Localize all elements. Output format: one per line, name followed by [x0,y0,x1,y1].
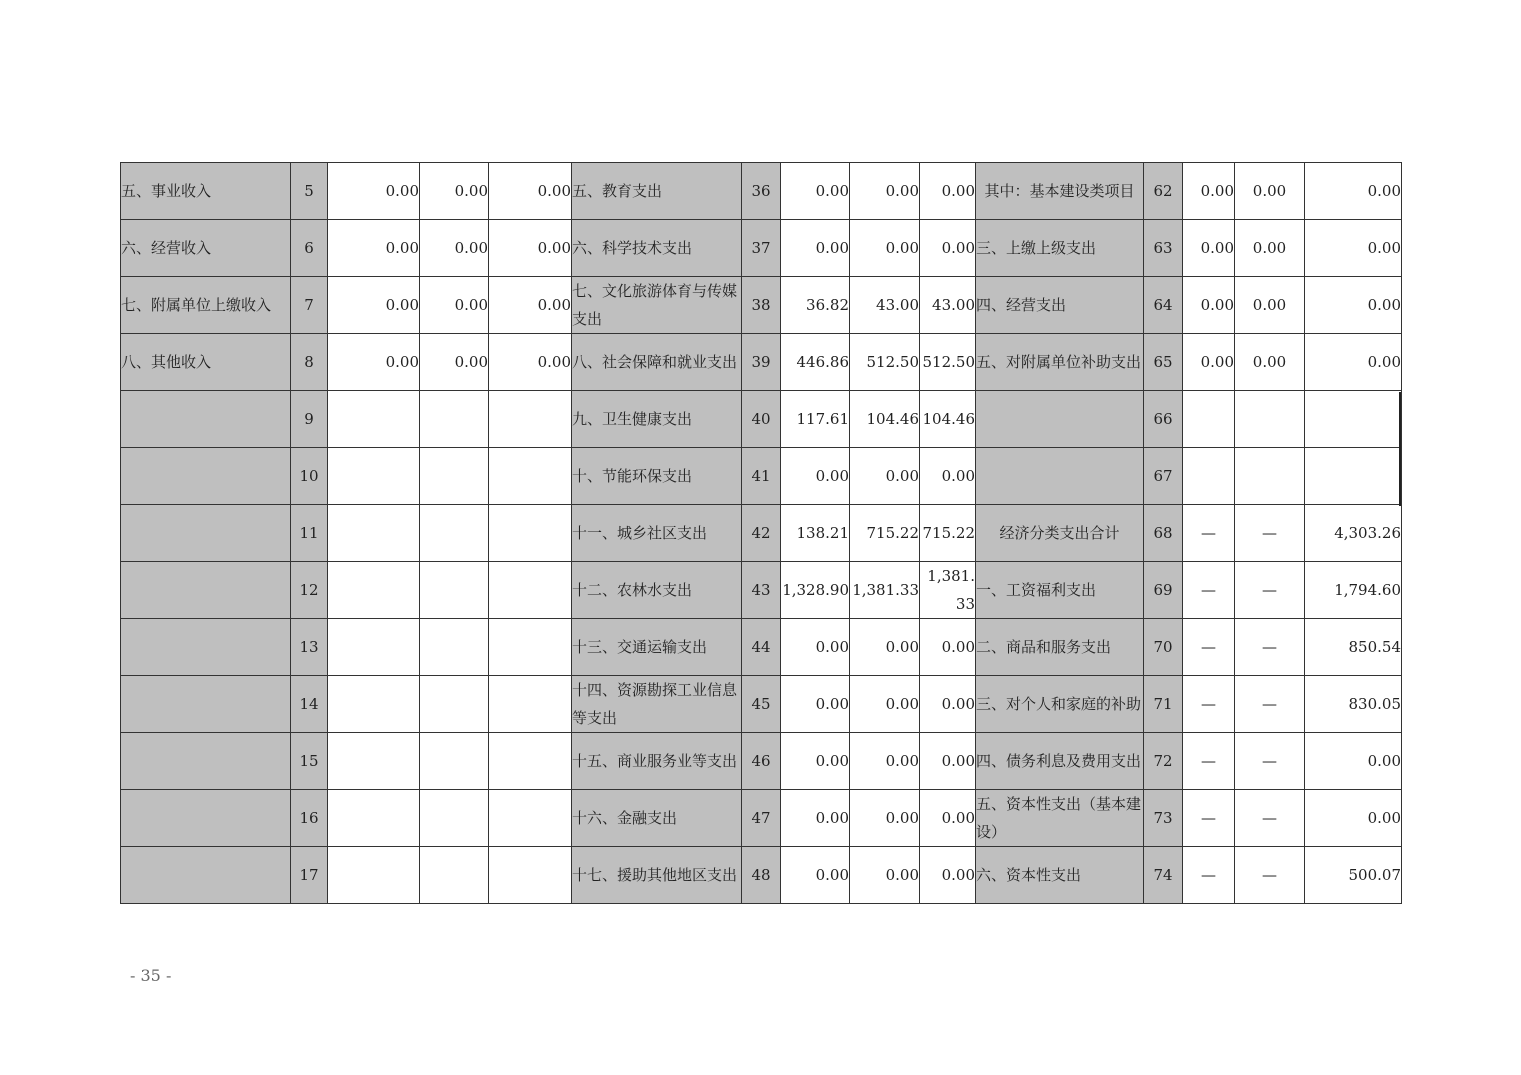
econ-value [1235,391,1305,448]
func-item-label: 七、文化旅游体育与传媒支出 [572,277,742,334]
econ-value: — [1235,676,1305,733]
func-value: 0.00 [850,676,920,733]
func-value: 0.00 [920,733,976,790]
econ-value: — [1183,619,1235,676]
func-item-label: 八、社会保障和就业支出 [572,334,742,391]
table-row [121,448,1402,505]
income-value [420,847,489,904]
func-value: 36.82 [781,277,850,334]
income-item-label: 七、附属单位上缴收入 [121,277,291,334]
income-value [420,391,489,448]
func-value: 715.22 [920,505,976,562]
econ-value: 0.00 [1183,277,1235,334]
econ-item-label [976,448,1144,505]
econ-value: 0.00 [1305,220,1402,277]
income-value [328,505,420,562]
table-row [121,676,1402,733]
func-value: 0.00 [850,619,920,676]
econ-value: — [1183,505,1235,562]
func-value: 0.00 [781,790,850,847]
econ-line-number: 70 [1144,619,1183,676]
econ-value: 0.00 [1235,277,1305,334]
econ-item-label: 五、资本性支出（基本建设） [976,790,1144,847]
econ-item-label: 二、商品和服务支出 [976,619,1144,676]
income-value [489,847,572,904]
econ-line-number: 66 [1144,391,1183,448]
income-value [420,619,489,676]
func-value: 0.00 [920,676,976,733]
table-row [121,277,1402,334]
func-item-label: 十三、交通运输支出 [572,619,742,676]
func-value: 0.00 [781,847,850,904]
func-value: 117.61 [781,391,850,448]
func-value: 0.00 [920,619,976,676]
func-value: 0.00 [850,733,920,790]
income-line-number: 12 [291,562,328,619]
func-line-number: 48 [742,847,781,904]
income-value [489,676,572,733]
econ-value: 4,303.26 [1305,505,1402,562]
income-item-label: 五、事业收入 [121,163,291,220]
income-value [328,562,420,619]
econ-line-number: 64 [1144,277,1183,334]
func-value: 0.00 [781,619,850,676]
table-row [121,790,1402,847]
table-row [121,220,1402,277]
econ-line-number: 69 [1144,562,1183,619]
income-value: 0.00 [328,277,420,334]
econ-line-number: 67 [1144,448,1183,505]
income-line-number: 17 [291,847,328,904]
income-line-number: 9 [291,391,328,448]
func-value: 0.00 [781,676,850,733]
econ-value: — [1183,562,1235,619]
econ-item-label [976,391,1144,448]
income-value: 0.00 [328,220,420,277]
func-value: 0.00 [850,220,920,277]
func-value: 0.00 [920,790,976,847]
func-line-number: 38 [742,277,781,334]
econ-item-label: 四、经营支出 [976,277,1144,334]
income-value [328,790,420,847]
econ-value: — [1235,619,1305,676]
econ-item-label: 四、债务利息及费用支出 [976,733,1144,790]
econ-value: — [1183,790,1235,847]
budget-table [120,162,1402,904]
income-value [420,562,489,619]
econ-line-number: 63 [1144,220,1183,277]
econ-line-number: 74 [1144,847,1183,904]
income-value [489,790,572,847]
table-right-rule [1399,392,1401,506]
income-item-label [121,562,291,619]
func-value: 0.00 [850,847,920,904]
econ-value: 1,794.60 [1305,562,1402,619]
func-value: 43.00 [850,277,920,334]
income-value [420,676,489,733]
income-item-label [121,619,291,676]
income-value: 0.00 [420,163,489,220]
income-value [420,505,489,562]
econ-line-number: 73 [1144,790,1183,847]
func-item-label: 十五、商业服务业等支出 [572,733,742,790]
table-row [121,163,1402,220]
income-line-number: 15 [291,733,328,790]
income-value [328,391,420,448]
func-item-label: 六、科学技术支出 [572,220,742,277]
econ-value [1305,391,1402,448]
table-row [121,619,1402,676]
func-value: 512.50 [920,334,976,391]
income-line-number: 13 [291,619,328,676]
econ-line-number: 65 [1144,334,1183,391]
page-number: - 35 - [130,966,172,985]
func-item-label: 十一、城乡社区支出 [572,505,742,562]
income-item-label [121,448,291,505]
income-value [489,733,572,790]
func-value: 138.21 [781,505,850,562]
econ-value [1183,391,1235,448]
econ-value: 0.00 [1235,334,1305,391]
econ-value: 0.00 [1183,220,1235,277]
func-item-label: 十二、农林水支出 [572,562,742,619]
func-item-label: 九、卫生健康支出 [572,391,742,448]
econ-value: — [1235,505,1305,562]
econ-value: 0.00 [1235,163,1305,220]
func-value: 0.00 [781,733,850,790]
func-line-number: 37 [742,220,781,277]
econ-value: — [1235,562,1305,619]
econ-value: 0.00 [1183,334,1235,391]
econ-item-label: 六、资本性支出 [976,847,1144,904]
income-line-number: 10 [291,448,328,505]
income-value [328,847,420,904]
income-value: 0.00 [489,277,572,334]
func-value: 104.46 [850,391,920,448]
func-value: 0.00 [920,847,976,904]
income-item-label [121,676,291,733]
income-line-number: 11 [291,505,328,562]
econ-value: — [1183,847,1235,904]
income-value [328,619,420,676]
econ-value: — [1183,676,1235,733]
econ-value: 500.07 [1305,847,1402,904]
econ-line-number: 72 [1144,733,1183,790]
econ-item-label: 五、对附属单位补助支出 [976,334,1144,391]
income-item-label [121,733,291,790]
econ-value [1183,448,1235,505]
func-item-label: 十七、援助其他地区支出 [572,847,742,904]
econ-value: — [1235,733,1305,790]
table-row [121,847,1402,904]
income-item-label [121,505,291,562]
func-value: 0.00 [781,220,850,277]
func-line-number: 46 [742,733,781,790]
func-value: 446.86 [781,334,850,391]
func-value: 512.50 [850,334,920,391]
econ-value: — [1235,847,1305,904]
income-value [328,676,420,733]
income-value [489,562,572,619]
econ-item-label: 经济分类支出合计 [976,505,1144,562]
income-line-number: 6 [291,220,328,277]
func-item-label: 五、教育支出 [572,163,742,220]
income-value [489,505,572,562]
func-value: 1,328.90 [781,562,850,619]
income-item-label [121,847,291,904]
func-line-number: 41 [742,448,781,505]
income-value [489,619,572,676]
income-item-label [121,790,291,847]
econ-item-label: 一、工资福利支出 [976,562,1144,619]
income-value [328,733,420,790]
func-value: 43.00 [920,277,976,334]
income-value: 0.00 [420,220,489,277]
econ-value: 0.00 [1235,220,1305,277]
econ-value [1235,448,1305,505]
func-line-number: 40 [742,391,781,448]
econ-value [1305,448,1402,505]
econ-value: — [1183,733,1235,790]
econ-value: — [1235,790,1305,847]
func-value: 0.00 [850,448,920,505]
income-line-number: 8 [291,334,328,391]
func-value: 1,381.33 [920,562,976,619]
table-row [121,391,1402,448]
income-item-label [121,391,291,448]
func-value: 0.00 [920,163,976,220]
econ-item-label: 三、对个人和家庭的补助 [976,676,1144,733]
func-item-label: 十六、金融支出 [572,790,742,847]
func-line-number: 39 [742,334,781,391]
income-value: 0.00 [420,334,489,391]
func-value: 0.00 [781,163,850,220]
income-value [420,733,489,790]
income-value: 0.00 [328,163,420,220]
func-line-number: 45 [742,676,781,733]
func-value: 0.00 [850,163,920,220]
income-value: 0.00 [489,163,572,220]
income-value [489,391,572,448]
func-line-number: 43 [742,562,781,619]
income-value [420,448,489,505]
econ-value: 830.05 [1305,676,1402,733]
income-value [489,448,572,505]
econ-value: 0.00 [1305,277,1402,334]
income-value: 0.00 [489,220,572,277]
econ-value: 0.00 [1305,334,1402,391]
econ-item-label: 其中：基本建设类项目 [976,163,1144,220]
income-item-label: 六、经营收入 [121,220,291,277]
func-value: 1,381.33 [850,562,920,619]
income-value: 0.00 [489,334,572,391]
func-line-number: 44 [742,619,781,676]
func-item-label: 十四、资源勘探工业信息等支出 [572,676,742,733]
econ-line-number: 62 [1144,163,1183,220]
income-item-label: 八、其他收入 [121,334,291,391]
func-line-number: 47 [742,790,781,847]
func-value: 715.22 [850,505,920,562]
func-value: 0.00 [781,448,850,505]
table-row [121,334,1402,391]
income-line-number: 7 [291,277,328,334]
func-value: 104.46 [920,391,976,448]
econ-item-label: 三、上缴上级支出 [976,220,1144,277]
income-value: 0.00 [328,334,420,391]
econ-line-number: 71 [1144,676,1183,733]
econ-value: 0.00 [1305,733,1402,790]
econ-value: 0.00 [1183,163,1235,220]
income-value [328,448,420,505]
table-row [121,562,1402,619]
table-row [121,733,1402,790]
func-line-number: 36 [742,163,781,220]
econ-line-number: 68 [1144,505,1183,562]
func-value: 0.00 [920,448,976,505]
func-line-number: 42 [742,505,781,562]
econ-value: 850.54 [1305,619,1402,676]
func-item-label: 十、节能环保支出 [572,448,742,505]
table-row [121,505,1402,562]
income-line-number: 14 [291,676,328,733]
econ-value: 0.00 [1305,163,1402,220]
econ-value: 0.00 [1305,790,1402,847]
func-value: 0.00 [920,220,976,277]
income-line-number: 16 [291,790,328,847]
func-value: 0.00 [850,790,920,847]
income-value: 0.00 [420,277,489,334]
income-value [420,790,489,847]
income-line-number: 5 [291,163,328,220]
